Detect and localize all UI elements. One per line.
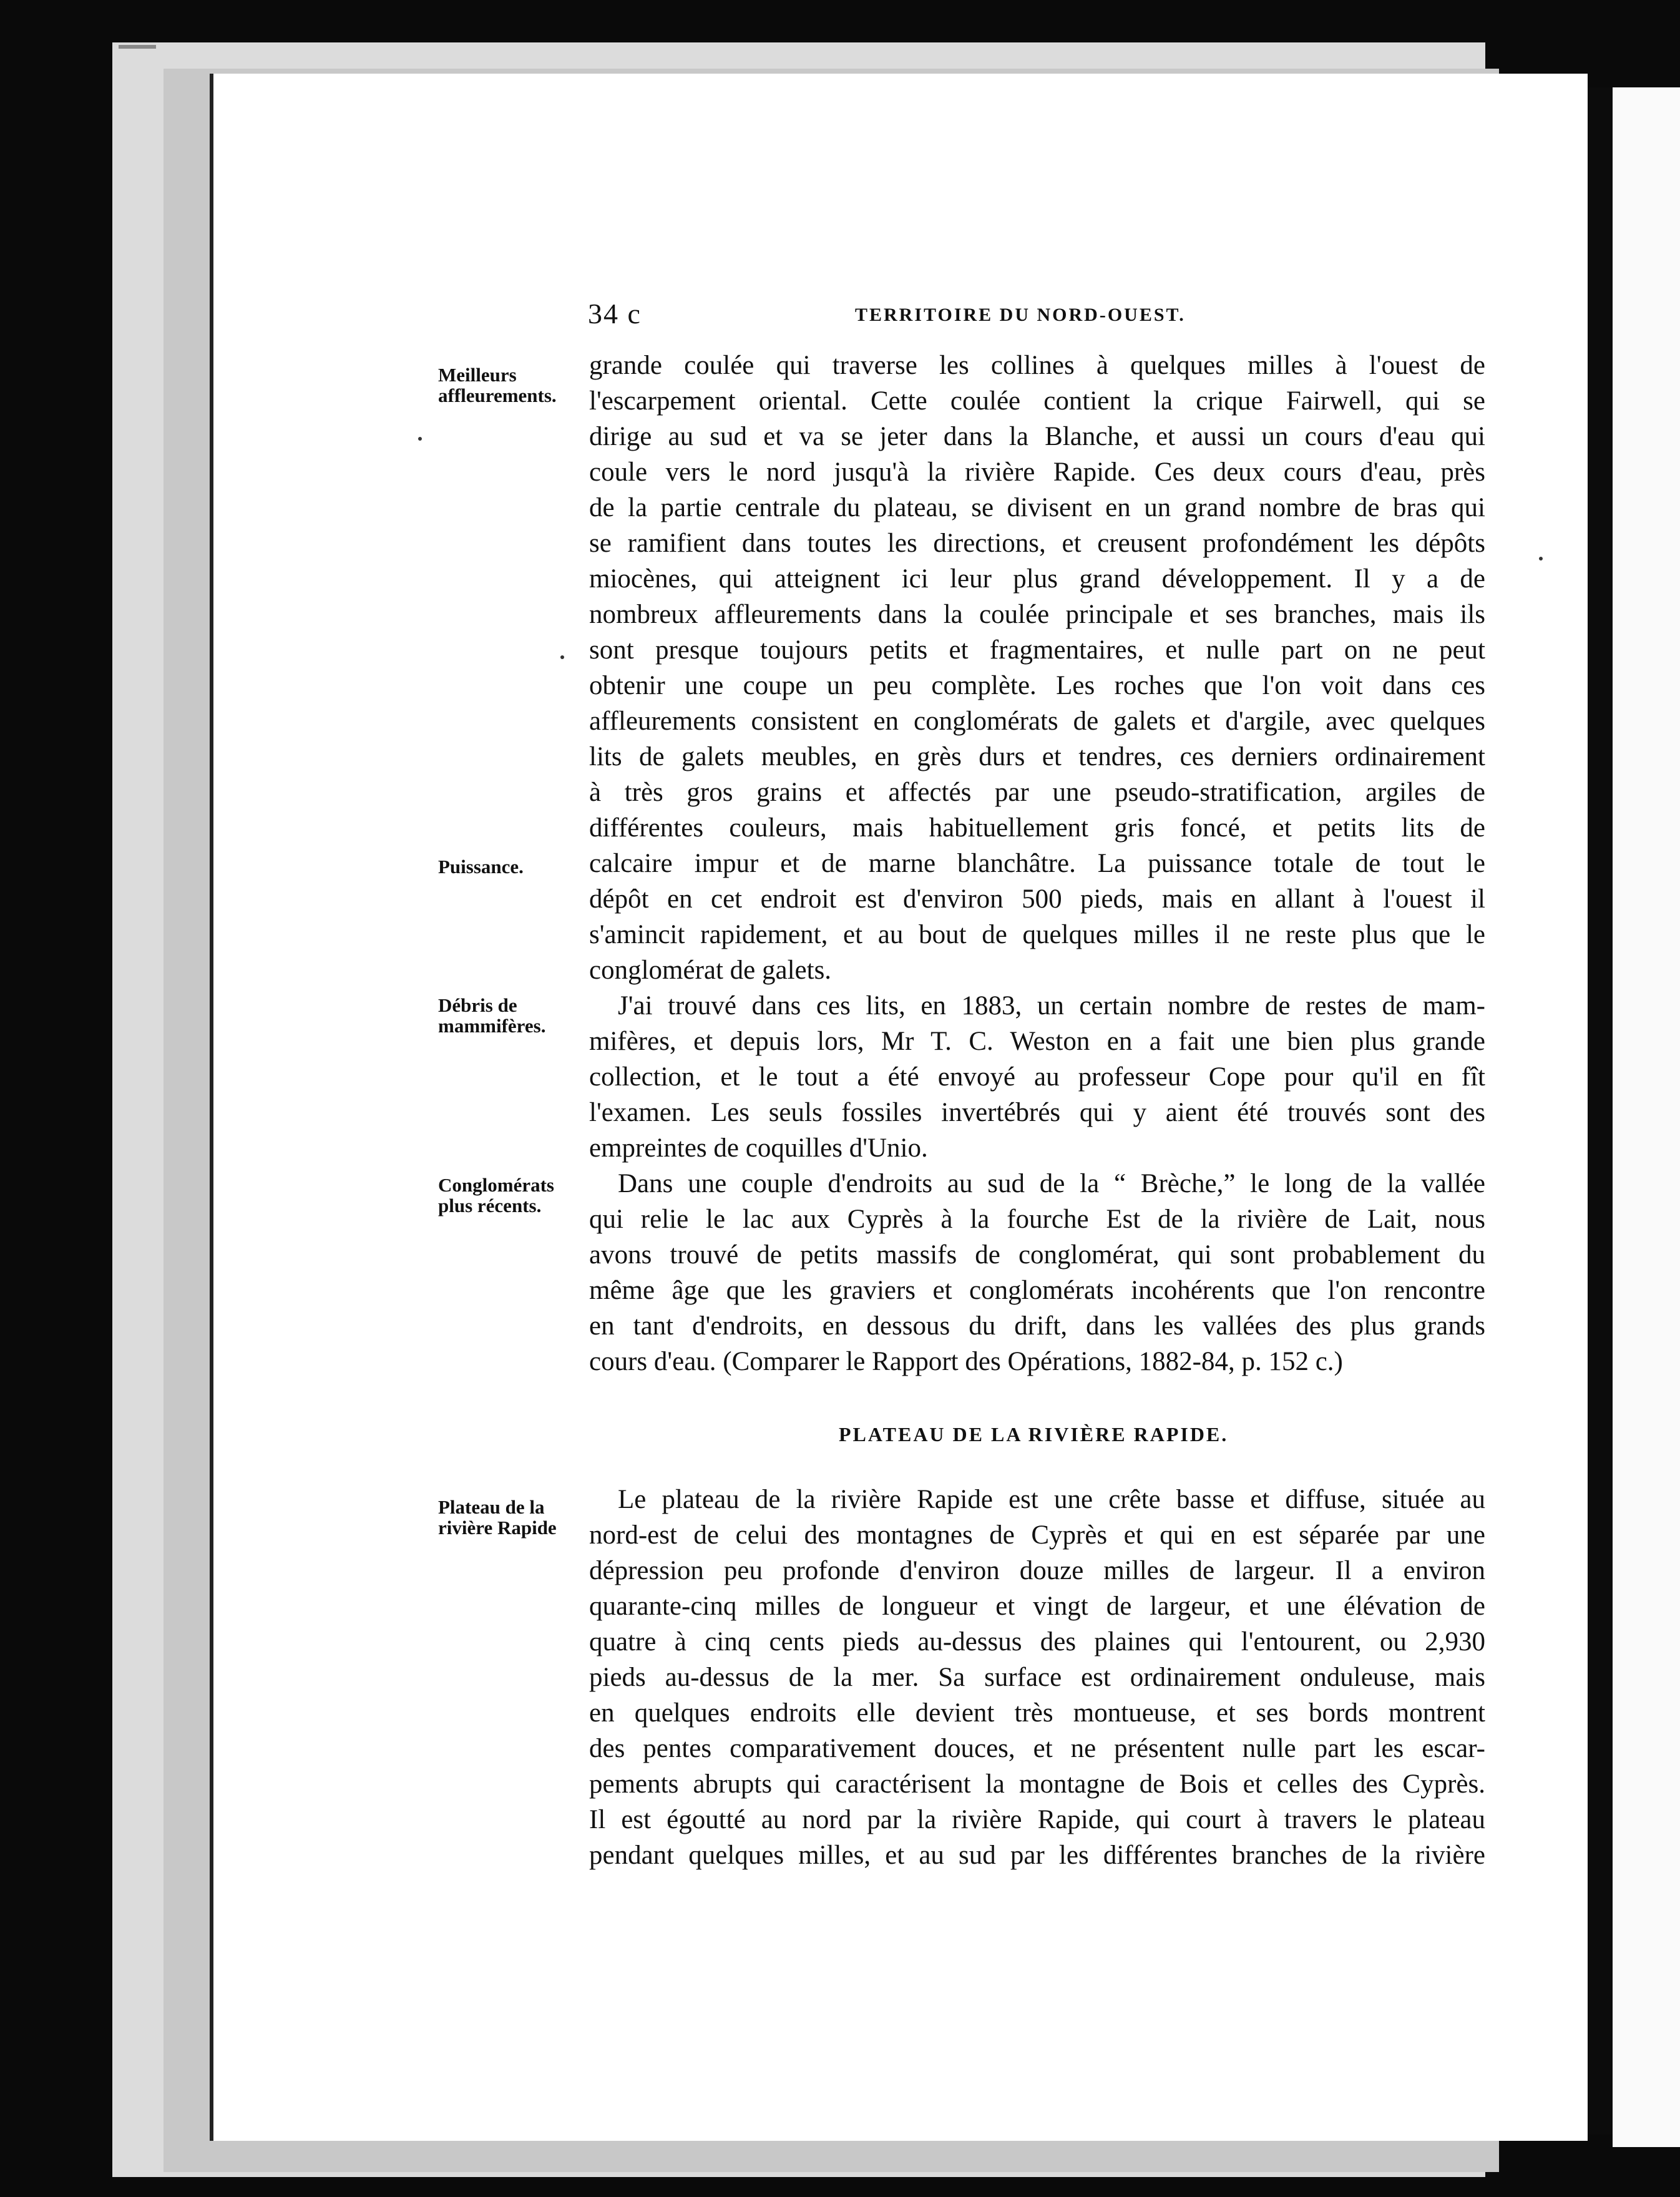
text-line: quarante-cinq milles de longueur et vingt de largeur, et une élévation de (589, 1592, 1485, 1621)
margin-note-line: Puissance. (438, 856, 524, 878)
text-line: s'amincit rapidement, et au bout de quelques milles il ne reste plus que le (589, 920, 1485, 949)
text-line: Il est égoutté au nord par la rivière Rapide, qui court à travers le plateau (589, 1805, 1485, 1834)
text-line: l'escarpement oriental. Cette coulée contient la crique Fairwell, qui se (589, 386, 1485, 416)
text-line: nombreux affleurements dans la coulée principale et ses branches, mais ils (589, 600, 1485, 629)
text-line: à très gros grains et affectés par une pseudo-stratification, argiles de (589, 778, 1485, 807)
scan-speck (1539, 557, 1543, 560)
text-line: collection, et le tout a été envoyé au professeur Cope pour qu'il en fît (589, 1062, 1485, 1092)
margin-note-line: affleurements. (438, 384, 557, 406)
page-left-edge (210, 74, 213, 2141)
text-line: avons trouvé de petits massifs de conglomérat, qui sont probablement du (589, 1240, 1485, 1270)
margin-note-plateau (438, 1497, 588, 1538)
next-page-strip (1613, 87, 1680, 2147)
text-line: pieds au-dessus de la mer. Sa surface est ordinairement onduleuse, mais (589, 1663, 1485, 1692)
text-line: de la partie centrale du plateau, se divisent en un grand nombre de bras qui (589, 493, 1485, 522)
text-line: nord-est de celui des montagnes de Cyprès et qui en est séparée par une (589, 1520, 1485, 1550)
margin-note-line: mammifères. (438, 1015, 546, 1037)
text-line: l'examen. Les seuls fossiles invertébrés qui y aient été trouvés sont des (589, 1098, 1485, 1127)
margin-note-line: Débris de (438, 994, 517, 1016)
text-line: mifères, et depuis lors, Mr T. C. Weston en a fait une bien plus grande (589, 1027, 1485, 1056)
section-heading: PLATEAU DE LA RIVIÈRE RAPIDE. (839, 1423, 1229, 1446)
page-right-edge (1588, 87, 1613, 2135)
page-number: 34 c (588, 298, 642, 330)
text-line: conglomérat de galets. (589, 956, 832, 985)
text-line: miocènes, qui atteignent ici leur plus grand développement. Il y a de (589, 564, 1485, 594)
text-line: se ramifient dans toutes les directions, et creusent profondément les dépôts (589, 529, 1485, 558)
text-line: Le plateau de la rivière Rapide est une crête basse et diffuse, située au (618, 1485, 1485, 1514)
margin-note-line: Plateau de la (438, 1496, 545, 1518)
text-line: dirige au sud et va se jeter dans la Blanche, et aussi un cours d'eau qui (589, 422, 1485, 451)
text-line: lits de galets meubles, en grès durs et tendres, ces derniers ordinairement (589, 742, 1485, 771)
text-line: cours d'eau. (Comparer le Rapport des Opérations, 1882-84, p. 152 c.) (589, 1347, 1343, 1376)
text-line: quatre à cinq cents pieds au-dessus des plaines qui l'entourent, ou 2,930 (589, 1627, 1485, 1656)
margin-note-line: Meilleurs (438, 364, 517, 386)
text-line: qui relie le lac aux Cyprès à la fourche Est de la rivière de Lait, nous (589, 1205, 1485, 1234)
scan-speck (418, 437, 422, 441)
text-line: différentes couleurs, mais habituellement gris foncé, et petits lits de (589, 813, 1485, 843)
running-title: TERRITOIRE DU NORD-OUEST. (855, 305, 1186, 325)
margin-note-puissance (438, 856, 588, 877)
margin-note-meilleurs (438, 365, 588, 406)
text-line: pendant quelques milles, et au sud par les différentes branches de la rivière (589, 1841, 1485, 1870)
text-line: Dans une couple d'endroits au sud de la “ Brèche,” le long de la vallée (618, 1169, 1485, 1198)
text-line: affleurements consistent en conglomérats de galets et d'argile, avec quelques (589, 707, 1485, 736)
text-line: coule vers le nord jusqu'à la rivière Rapide. Ces deux cours d'eau, près (589, 458, 1485, 487)
margin-note-debris (438, 995, 588, 1036)
text-line: J'ai trouvé dans ces lits, en 1883, un certain nombre de restes de mam- (618, 991, 1485, 1020)
text-line: obtenir une coupe un peu complète. Les roches que l'on voit dans ces (589, 671, 1485, 700)
text-line: sont presque toujours petits et fragmentaires, et nulle part on ne peut (589, 635, 1485, 665)
text-line: en tant d'endroits, en dessous du drift, dans les vallées des plus grands (589, 1311, 1485, 1341)
text-line: même âge que les graviers et conglomérats incohérents que l'on rencontre (589, 1276, 1485, 1305)
text-line: empreintes de coquilles d'Unio. (589, 1133, 928, 1163)
text-line: grande coulée qui traverse les collines à quelques milles à l'ouest de (589, 351, 1485, 380)
text-line: dépression peu profonde d'environ douze milles de largeur. Il a environ (589, 1556, 1485, 1585)
text-line: en quelques endroits elle devient très montueuse, et ses bords montrent (589, 1698, 1485, 1728)
text-line: pements abrupts qui caractérisent la montagne de Bois et celles des Cyprès. (589, 1769, 1485, 1799)
text-line: calcaire impur et de marne blanchâtre. La puissance totale de tout le (589, 849, 1485, 878)
scan-corner-mark (119, 45, 156, 49)
margin-note-line: rivière Rapide (438, 1517, 557, 1539)
text-line: dépôt en cet endroit est d'environ 500 pieds, mais en allant à l'ouest il (589, 884, 1485, 914)
scan-speck (560, 655, 564, 659)
text-line: des pentes comparativement douces, et ne présentent nulle part les escar- (589, 1734, 1485, 1763)
margin-note-line: Conglomérats (438, 1174, 554, 1196)
margin-note-line: plus récents. (438, 1195, 542, 1216)
margin-note-conglomerats (438, 1175, 588, 1216)
